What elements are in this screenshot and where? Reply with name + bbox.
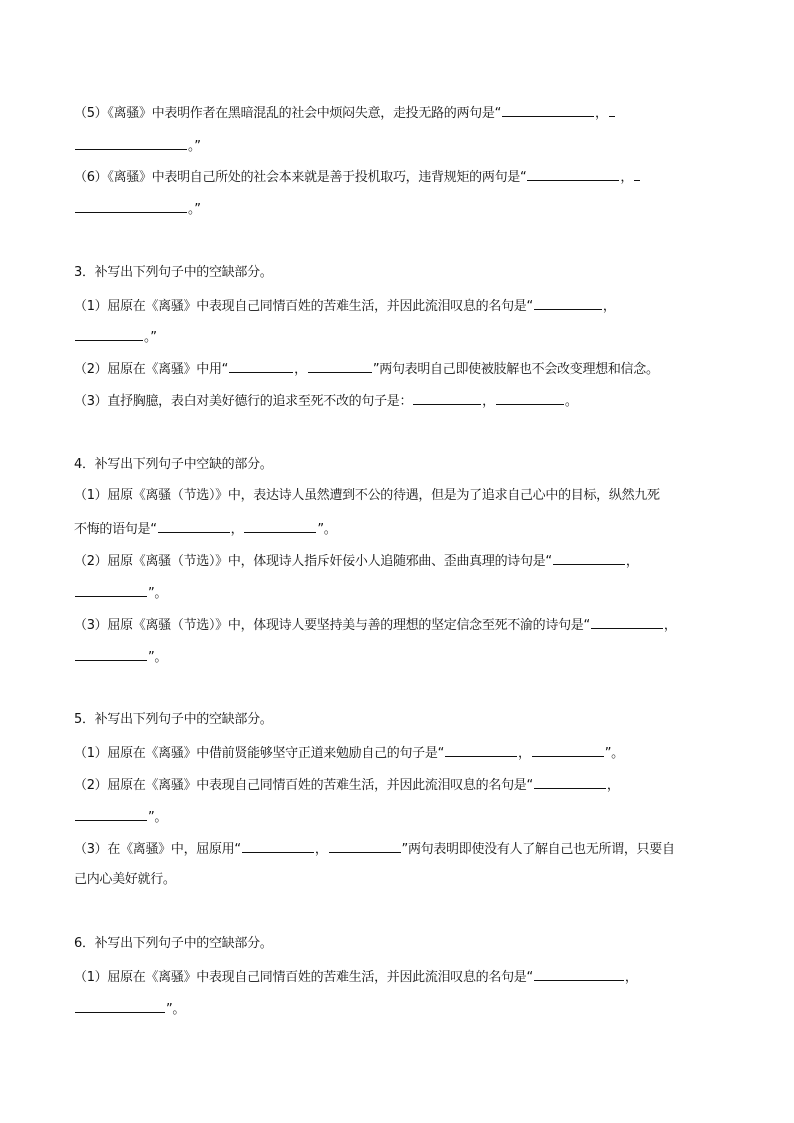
q5-item3-text: （3）在《离骚》中，屈原用“: [74, 842, 241, 857]
answer-blank[interactable]: [496, 391, 564, 405]
q3-item2-line: [74, 359, 734, 377]
comma: ，: [230, 522, 244, 537]
answer-blank[interactable]: [229, 359, 293, 373]
end-mark: 。: [564, 394, 578, 409]
q4-heading: 4．补写出下列句子中空缺的部分。: [74, 457, 273, 472]
q3-item2-text: （2）屈原在《离骚》中用“: [74, 362, 229, 377]
answer-blank[interactable]: [75, 136, 187, 150]
comma: ，: [606, 778, 620, 793]
q5-heading: 5．补写出下列句子中的空缺部分。: [74, 712, 273, 727]
answer-blank[interactable]: [534, 967, 624, 981]
q4-item1-line1: （1）屈原《离骚（节选）》中，表达诗人虽然遭到不公的待遇，但是为了追求自己心中的目标，纵然九死: [74, 488, 660, 503]
comma: ，: [595, 106, 608, 121]
q3-item1-text: （1）屈原在《离骚》中表现自己同情百姓的苦难生活，并因此流泪叹息的名句是“: [74, 299, 533, 314]
answer-blank[interactable]: [158, 519, 230, 533]
q6-item1-line1: [74, 967, 734, 985]
q4-item2-line1: [74, 551, 734, 569]
answer-blank[interactable]: [75, 583, 147, 597]
q5-item3-line2: 己内心美好就行。: [74, 872, 176, 887]
q3-item3-line: [74, 391, 734, 409]
q5-item1-text: （1）屈原在《离骚》中借前贤能够坚守正道来勉励自己的句子是“: [74, 746, 445, 761]
q5-item3-line1: [74, 839, 734, 857]
answer-blank[interactable]: [242, 839, 314, 853]
comma: ，: [625, 554, 639, 569]
end-mark: 。”: [188, 202, 201, 217]
q3-item1-line1: [74, 296, 734, 314]
q4-item3-line1: [74, 615, 734, 633]
answer-blank[interactable]: [445, 743, 517, 757]
answer-blank[interactable]: [534, 775, 606, 789]
end-mark: ”。: [148, 810, 168, 825]
end-mark: ”。: [148, 650, 168, 665]
q5-item3-text-b: ”两句表明即使没有人了解自己也无所谓，只要自: [401, 842, 675, 857]
q2-item6-text: （6）《离骚》中表明自己所处的社会本来就是善于投机取巧，违背规矩的两句是“: [74, 170, 527, 185]
comma: ，: [294, 362, 307, 377]
answer-blank-tail[interactable]: [634, 167, 640, 181]
q2-item5-line2: [74, 136, 734, 154]
q2-item5-text: （5）《离骚》中表明作者在黑暗混乱的社会中烦闷失意，走投无路的两句是“: [74, 106, 502, 121]
comma: ，: [518, 746, 531, 761]
q4-item2-text: （2）屈原《离骚（节选）》中，体现诗人指斥奸佞小人追随邪曲、歪曲真理的诗句是“: [74, 554, 552, 569]
end-mark: 。”: [188, 139, 201, 154]
q3-item1-line2: [74, 327, 734, 345]
answer-blank[interactable]: [591, 615, 663, 629]
q3-item2-text-b: ”两句表明自己即使被肢解也不会改变理想和信念。: [372, 362, 659, 377]
q4-item3-text: （3）屈原《离骚（节选）》中，体现诗人要坚持美与善的理想的坚定信念至死不渝的诗句是“: [74, 618, 590, 633]
q6-item1-line2: [74, 999, 734, 1017]
answer-blank[interactable]: [75, 647, 147, 661]
comma: ，: [663, 618, 677, 633]
answer-blank[interactable]: [502, 103, 594, 117]
answer-blank[interactable]: [329, 839, 401, 853]
q2-item6-line1: [74, 167, 734, 185]
answer-blank[interactable]: [527, 167, 619, 181]
q5-item2-line1: [74, 775, 734, 793]
answer-blank-tail[interactable]: [609, 103, 615, 117]
answer-blank[interactable]: [413, 391, 481, 405]
end-mark: ”。: [604, 746, 624, 761]
comma: ，: [620, 170, 634, 185]
comma: ，: [482, 394, 495, 409]
q5-item1-line: [74, 743, 734, 761]
comma: ，: [602, 299, 616, 314]
end-mark: ”。: [166, 1002, 186, 1017]
end-mark: ”。: [148, 586, 168, 601]
q2-item6-line2: [74, 199, 734, 217]
answer-blank[interactable]: [553, 551, 625, 565]
answer-blank[interactable]: [75, 807, 147, 821]
answer-blank[interactable]: [75, 327, 143, 341]
q4-item3-line2: [74, 647, 734, 665]
q5-item2-text: （2）屈原在《离骚》中表现自己同情百姓的苦难生活，并因此流泪叹息的名句是“: [74, 778, 533, 793]
q6-heading: 6．补写出下列句子中的空缺部分。: [74, 936, 273, 951]
q6-item1-text: （1）屈原在《离骚》中表现自己同情百姓的苦难生活，并因此流泪叹息的名句是“: [74, 970, 533, 985]
answer-blank[interactable]: [532, 743, 604, 757]
q5-item2-line2: [74, 807, 734, 825]
end-mark: ”。: [317, 522, 337, 537]
q3-heading: 3．补写出下列句子中的空缺部分。: [74, 265, 273, 280]
answer-blank[interactable]: [75, 999, 165, 1013]
q3-item3-text: （3）直抒胸臆，表白对美好德行的追求至死不改的句子是：: [74, 394, 413, 409]
q4-item2-line2: [74, 583, 734, 601]
answer-blank[interactable]: [534, 296, 602, 310]
q4-item1-text-b: 不悔的语句是“: [74, 522, 157, 537]
answer-blank[interactable]: [75, 199, 187, 213]
q2-item5-line1: [74, 103, 734, 121]
answer-blank[interactable]: [244, 519, 316, 533]
answer-blank[interactable]: [308, 359, 372, 373]
comma: ，: [624, 970, 638, 985]
comma: ，: [314, 842, 328, 857]
q4-item1-line2: [74, 519, 734, 537]
end-mark: 。”: [144, 330, 157, 345]
